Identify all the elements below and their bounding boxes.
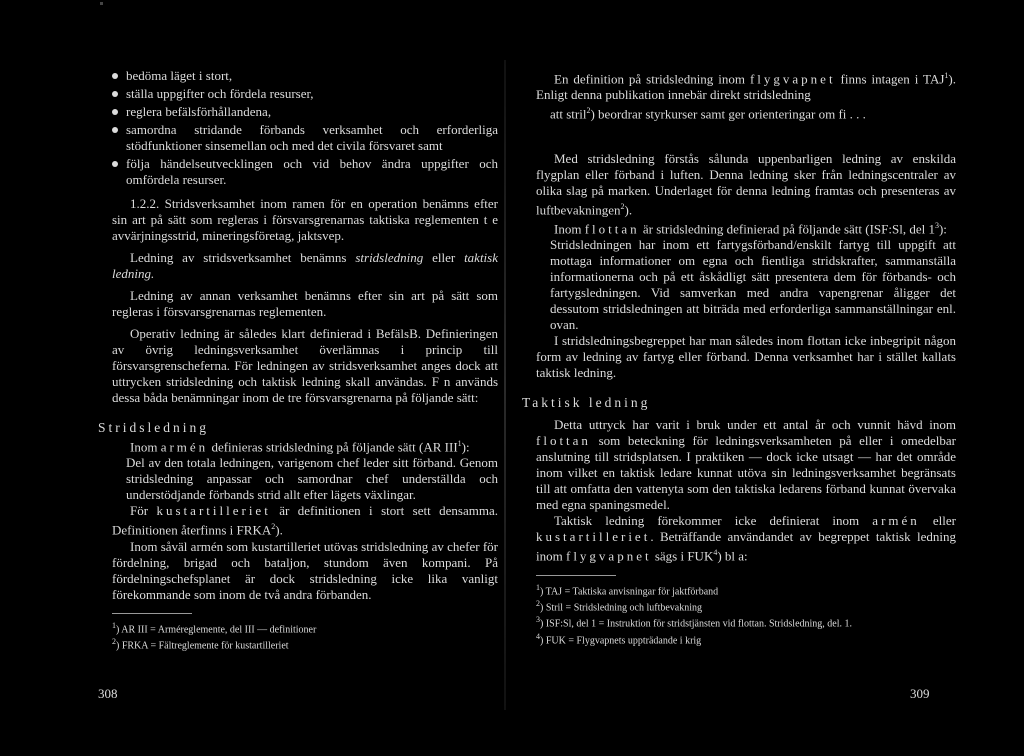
page-number-left: 308: [98, 686, 118, 701]
page-number-right: 309: [910, 686, 930, 701]
bullet-item: samordna stridande förbands verksamhet och erforderliga stödfunktioner sinsemellan och med det civila försvaret samt: [126, 122, 498, 153]
paragraph-annan: Ledning av annan verksamhet benämns efter sin art på sätt som regleras i försvarsgrenarnas reglementen.: [112, 288, 498, 319]
paragraph-detta: Detta uttryck har varit i bruk under ett antal år och vunnit hävd inom flottan som beteckning för ledningsverksamheten på eller i omedelbar anslutning till stridsplatsen. I praktiken — dock icke utsagt — har det område inom vilket en taktisk ledare kunnat utöva sin ledningsverksamhet begränsats till att omfatta den vattenyta som den taktiska ledarens förband kunnat övervaka med egna spaningsmedel.: [536, 417, 956, 513]
bullet-list: [112, 68, 498, 188]
bullet-item: ställa uppgifter och fördela resurser,: [126, 86, 498, 102]
paragraph-med: Med stridsledning förstås sålunda uppenbarligen ledning av enskilda flygplan eller förband i luften. Denna ledning sker från ledningscentraler av olika slag på marken. Underlaget för denna ledning framtas och presenteras av luftbevakningen$^2$).: [536, 150, 956, 217]
paragraph-ledning: Ledning av stridsverksamhet benämns stridsledning eller taktisk ledning.: [112, 250, 498, 281]
paragraph-kustartilleriet: För kustartilleriet är definitionen i stort sett densamma. Definitionen återfinns i FRKA$^2$).: [112, 503, 498, 538]
right-text-column: [522, 68, 957, 647]
scan-speck: [100, 2, 103, 5]
section-paragraph-122: 1.2.2. Stridsverksamhet inom ramen för en operation benämns efter sin art på sätt som regleras i försvarsgrenarnas taktiska reglementen t e avvärjningsstrid, mineringsföretag, jaktsvep.: [112, 196, 498, 243]
footnote: $^3$) ISF:Sl, del 1 = Instruktion för stridstjänsten vid flottan. Stridsledning, del. 1.: [536, 615, 853, 630]
footnote: $^1$) TAJ = Taktiska anvisningar för jaktförband: [536, 582, 719, 597]
paragraph-begreppet: I stridsledningsbegreppet har man således inom flottan icke inbegripit någon form av ledning av fartyg eller förband. Denna verksamhet har i stället kallats taktisk ledning.: [536, 333, 956, 381]
paragraph-flottan: Inom flottan är stridsledning definierad på följande sätt (ISF:Sl, del $1^3$):: [554, 220, 947, 237]
paragraph-operativ: Operativ ledning är således klart definierad i BefälsB. Definieringen av övrig ledningsverksamhet överlämnas i princip till försvarsgrenscheferna. För ledningen av stridsverksamhet anges dock att uttrycken stridsledning och taktisk ledning skall användas. F n används dessa båda benämningar inom de tre försvarsgrenarna på följande sätt:: [112, 326, 498, 405]
quote-flottan: Stridsledningen har inom ett fartygsförband/enskilt fartyg till uppgift att mottaga informationer om egna och fientliga stridskrafter, sammanställa informationerna och på ett åskådligt sätt presentera dem för förbands- och fartygsledningen. Vid samverkan med andra vapengrenar åligger det dessutom stridsledningen att biträda med erforderliga sammanställningar enl. ovan.: [550, 237, 956, 333]
quote-flygvapnet: att stril$^2$) beordrar styrkurser samt ger orienteringar om fi . . .: [550, 106, 866, 122]
footnote: $^2$) Stril = Stridsledning och luftbevakning: [536, 598, 703, 614]
right-page: [506, 0, 1024, 756]
bullet-item: följa händelseutvecklingen och vid behov ändra uppgifter och omfördela resurser.: [126, 156, 498, 187]
left-page: [0, 0, 506, 756]
heading-taktisk-ledning: Taktisk ledning: [522, 395, 651, 411]
paragraph-flygvapnet: En definition på stridsledning inom flygvapnet finns intagen i TAJ$^1$). Enligt denna publikation innebär direkt stridsledning: [536, 71, 956, 103]
footnote-rule: [112, 613, 192, 614]
footnote: $^1$) AR III = Arméreglemente, del III — definitioner: [112, 620, 317, 635]
footnote: $^2$) FRKA = Fältreglemente för kustartilleriet: [112, 636, 289, 652]
quote-armen: Del av den totala ledningen, varigenom chef leder sitt förband. Genom stridsledning anpassar och samordnar chef underställda och understödjande förbands strid allt efter lägets växlingar.: [126, 455, 498, 503]
bullet-item: bedöma läget i stort,: [126, 68, 498, 84]
footnote: $^4$) FUK = Flygvapnets uppträdande i krig: [536, 631, 702, 646]
footnote-rule: [536, 575, 616, 576]
paragraph-inom: Inom såväl armén som kustartilleriet utövas stridsledning av chefer för fördelning, brigad och bataljon, stundom även kompani. På fördelningschefsplanet är dock stridsledning icke lika vanligt förekommande som inom de två andra förbanden.: [112, 538, 498, 602]
heading-stridsledning: Stridsledning: [98, 420, 210, 435]
paragraph-taktisk: Taktisk ledning förekommer icke definierat inom armén eller kustartilleriet. Beträffande användandet av begreppet taktisk ledning inom flygvapnet sägs i FUK$^4$) bl a:: [536, 513, 957, 564]
paragraph-armen: Inom armén definieras stridsledning på följande sätt (AR III$^1$):: [130, 439, 470, 455]
left-text-column: [98, 68, 498, 652]
bullet-item: reglera befälsförhållandena,: [126, 104, 498, 120]
